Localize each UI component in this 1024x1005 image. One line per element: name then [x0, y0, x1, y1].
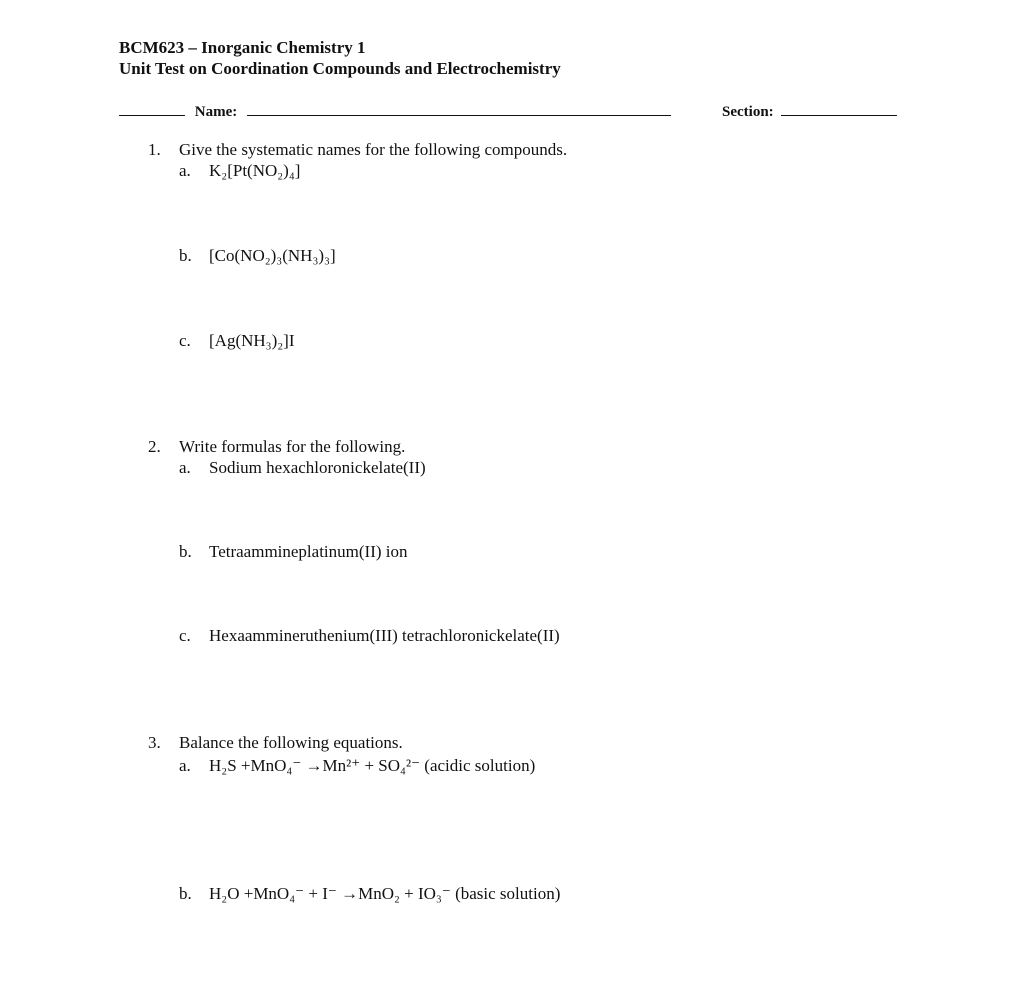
- compound-name: Sodium hexachloronickelate(II): [209, 458, 426, 477]
- item-label: b.: [179, 884, 192, 903]
- question-prompt: Balance the following equations.: [179, 733, 403, 752]
- question-number: 3.: [148, 733, 161, 752]
- section-blank[interactable]: [781, 101, 897, 116]
- name-row: [119, 101, 671, 122]
- compound-formula: [Ag(NH₃)₂]I: [209, 331, 295, 350]
- id-blank[interactable]: [119, 101, 185, 116]
- compound-name: Hexaammineruthenium(III) tetrachloronickelate(II): [209, 626, 560, 645]
- compound-name: Tetraammineplatinum(II) ion: [209, 542, 408, 561]
- compound-formula: [Co(NO₂)₃(NH₃)₃]: [209, 246, 336, 265]
- name-blank[interactable]: [247, 101, 671, 116]
- question-prompt: Write formulas for the following.: [179, 437, 406, 456]
- item-label: a.: [179, 756, 191, 775]
- item-label: a.: [179, 161, 191, 180]
- item-label: c.: [179, 626, 191, 645]
- question-number: 2.: [148, 437, 161, 456]
- item-label: a.: [179, 458, 191, 477]
- section-label: Section:: [722, 104, 774, 120]
- name-label: Name:: [194, 104, 238, 120]
- question-number: 1.: [148, 140, 161, 159]
- question-prompt: Give the systematic names for the following compounds.: [179, 140, 568, 159]
- compound-formula: K₂[Pt(NO₂)₄]: [209, 161, 301, 180]
- section-row: [722, 101, 897, 122]
- chemical-equation: H₂S +MnO₄⁻ →Mn²⁺ + SO₄²⁻ (acidic solution): [209, 756, 536, 775]
- item-label: b.: [179, 246, 192, 265]
- course-title: BCM623 – Inorganic Chemistry 1: [119, 38, 366, 57]
- item-label: b.: [179, 542, 192, 561]
- test-title: Unit Test on Coordination Compounds and Electrochemistry: [119, 59, 561, 78]
- chemical-equation: H₂O +MnO₄⁻ + I⁻ →MnO₂ + IO₃⁻ (basic solution): [209, 884, 561, 903]
- item-label: c.: [179, 331, 191, 350]
